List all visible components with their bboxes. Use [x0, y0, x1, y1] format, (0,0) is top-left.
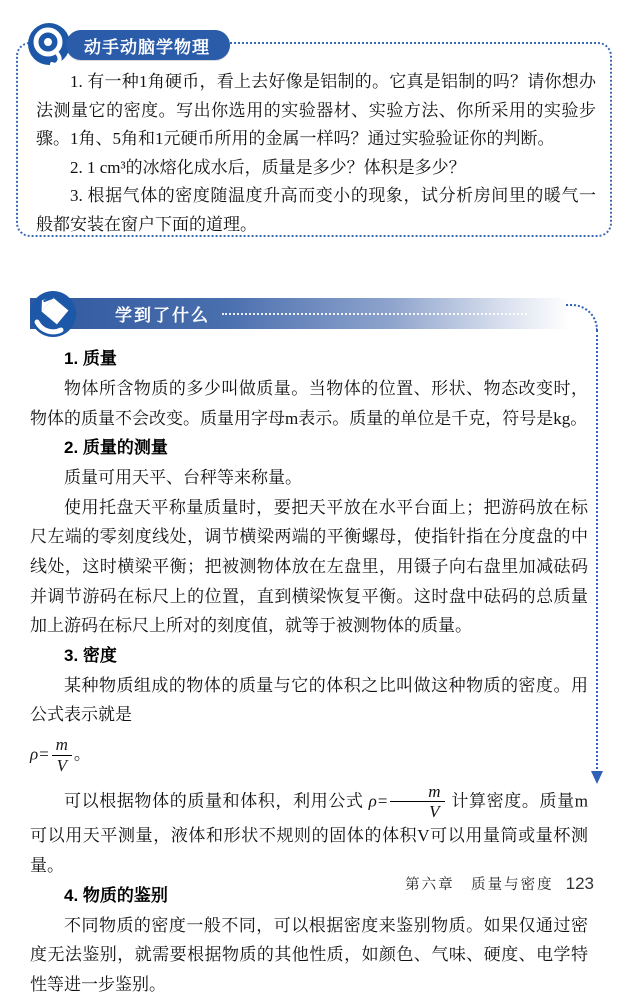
learned-header-bar [30, 298, 587, 329]
handson-section-box [16, 42, 612, 237]
para-balance-procedure: 使用托盘天平称量质量时，要把天平放在水平台面上；把游码放在标尺左端的零刻度线处，调节横梁两端的平衡螺母，使指针指在分度盘的中线处，这时横梁平衡；把被测物体放在左盘里，用镊子向右盘里加减砝码并调节游码在标尺上的位置，直到横梁恢复平衡。这时盘中砝码的总质量加上游码在标尺上所对的刻度值，就等于被测物体的质量。 [30, 493, 588, 641]
para-density-definition: 某种物质组成的物体的质量与它的体积之比叫做这种物质的密度。用公式表示就是 [30, 671, 588, 730]
heading-mass: 1. 质量 [30, 344, 588, 374]
header-dotted-line [222, 313, 527, 315]
formula-lhs: ρ= [30, 744, 50, 763]
para-substance-identification: 不同物质的密度一般不同，可以根据密度来鉴别物质。如果仅通过密度无法鉴别，就需要根据物质的其他性质，如颜色、气味、硬度、电学特性等进一步鉴别。 [30, 911, 588, 999]
handson-question-3: 3. 根据气体的密度随温度升高而变小的现象，试分析房间里的暖气一般都安装在窗户下面的道理。 [36, 182, 596, 239]
para-density-usage: 可以根据物体的质量和体积，利用公式 ρ= $\frac{m}{V}$ 计算密度。质量m可以用天平测量，液体和形状不规则的固体的体积V可以用量筒或量杯测量。 [30, 783, 588, 881]
handson-question-2: 2. 1 cm³的冰熔化成水后，质量是多少？体积是多少？ [36, 154, 596, 183]
arrow-down-icon [591, 771, 603, 784]
pen-circle-icon [28, 289, 78, 339]
handson-section-title: 动手动脑学物理 [66, 30, 230, 60]
handson-header-badge [26, 22, 230, 68]
fraction-m-over-V-inline: $\frac{m}{V}$ [390, 783, 444, 822]
heading-mass-measurement: 2. 质量的测量 [30, 433, 588, 463]
dotted-border-vertical [596, 330, 598, 773]
learned-section-title: 学到了什么 [115, 301, 210, 326]
fraction-m-over-V: $\frac{m}{V}$ [52, 736, 72, 775]
para-measurement-tools: 质量可用天平、台秤等来称量。 [30, 463, 588, 493]
heading-substance-identification: 4. 物质的鉴别 [30, 881, 588, 911]
handson-question-1: 1. 有一种1角硬币，看上去好像是铝制的。它真是铝制的吗？请你想办法测量它的密度。写出你选用的实验器材、实验方法、你所采用的实验步骤。1角、5角和1元硬币所用的金属一样吗？通过实验验证你的判断。 [36, 68, 596, 154]
para-mass: 物体所含物质的多少叫做质量。当物体的位置、形状、物态改变时，物体的质量不会改变。质量用字母m表示。质量的单位是千克，符号是kg。 [30, 374, 588, 433]
page-footer [405, 873, 594, 894]
footer-page-number: 123 [566, 874, 594, 894]
density-formula [30, 730, 588, 783]
footer-chapter-title: 第六章 质量与密度 [405, 873, 554, 894]
formula-period: 。 [74, 744, 91, 763]
handson-questions [36, 68, 596, 240]
learned-content [30, 344, 588, 999]
dotted-border-curve [566, 304, 598, 330]
heading-density: 3. 密度 [30, 641, 588, 671]
